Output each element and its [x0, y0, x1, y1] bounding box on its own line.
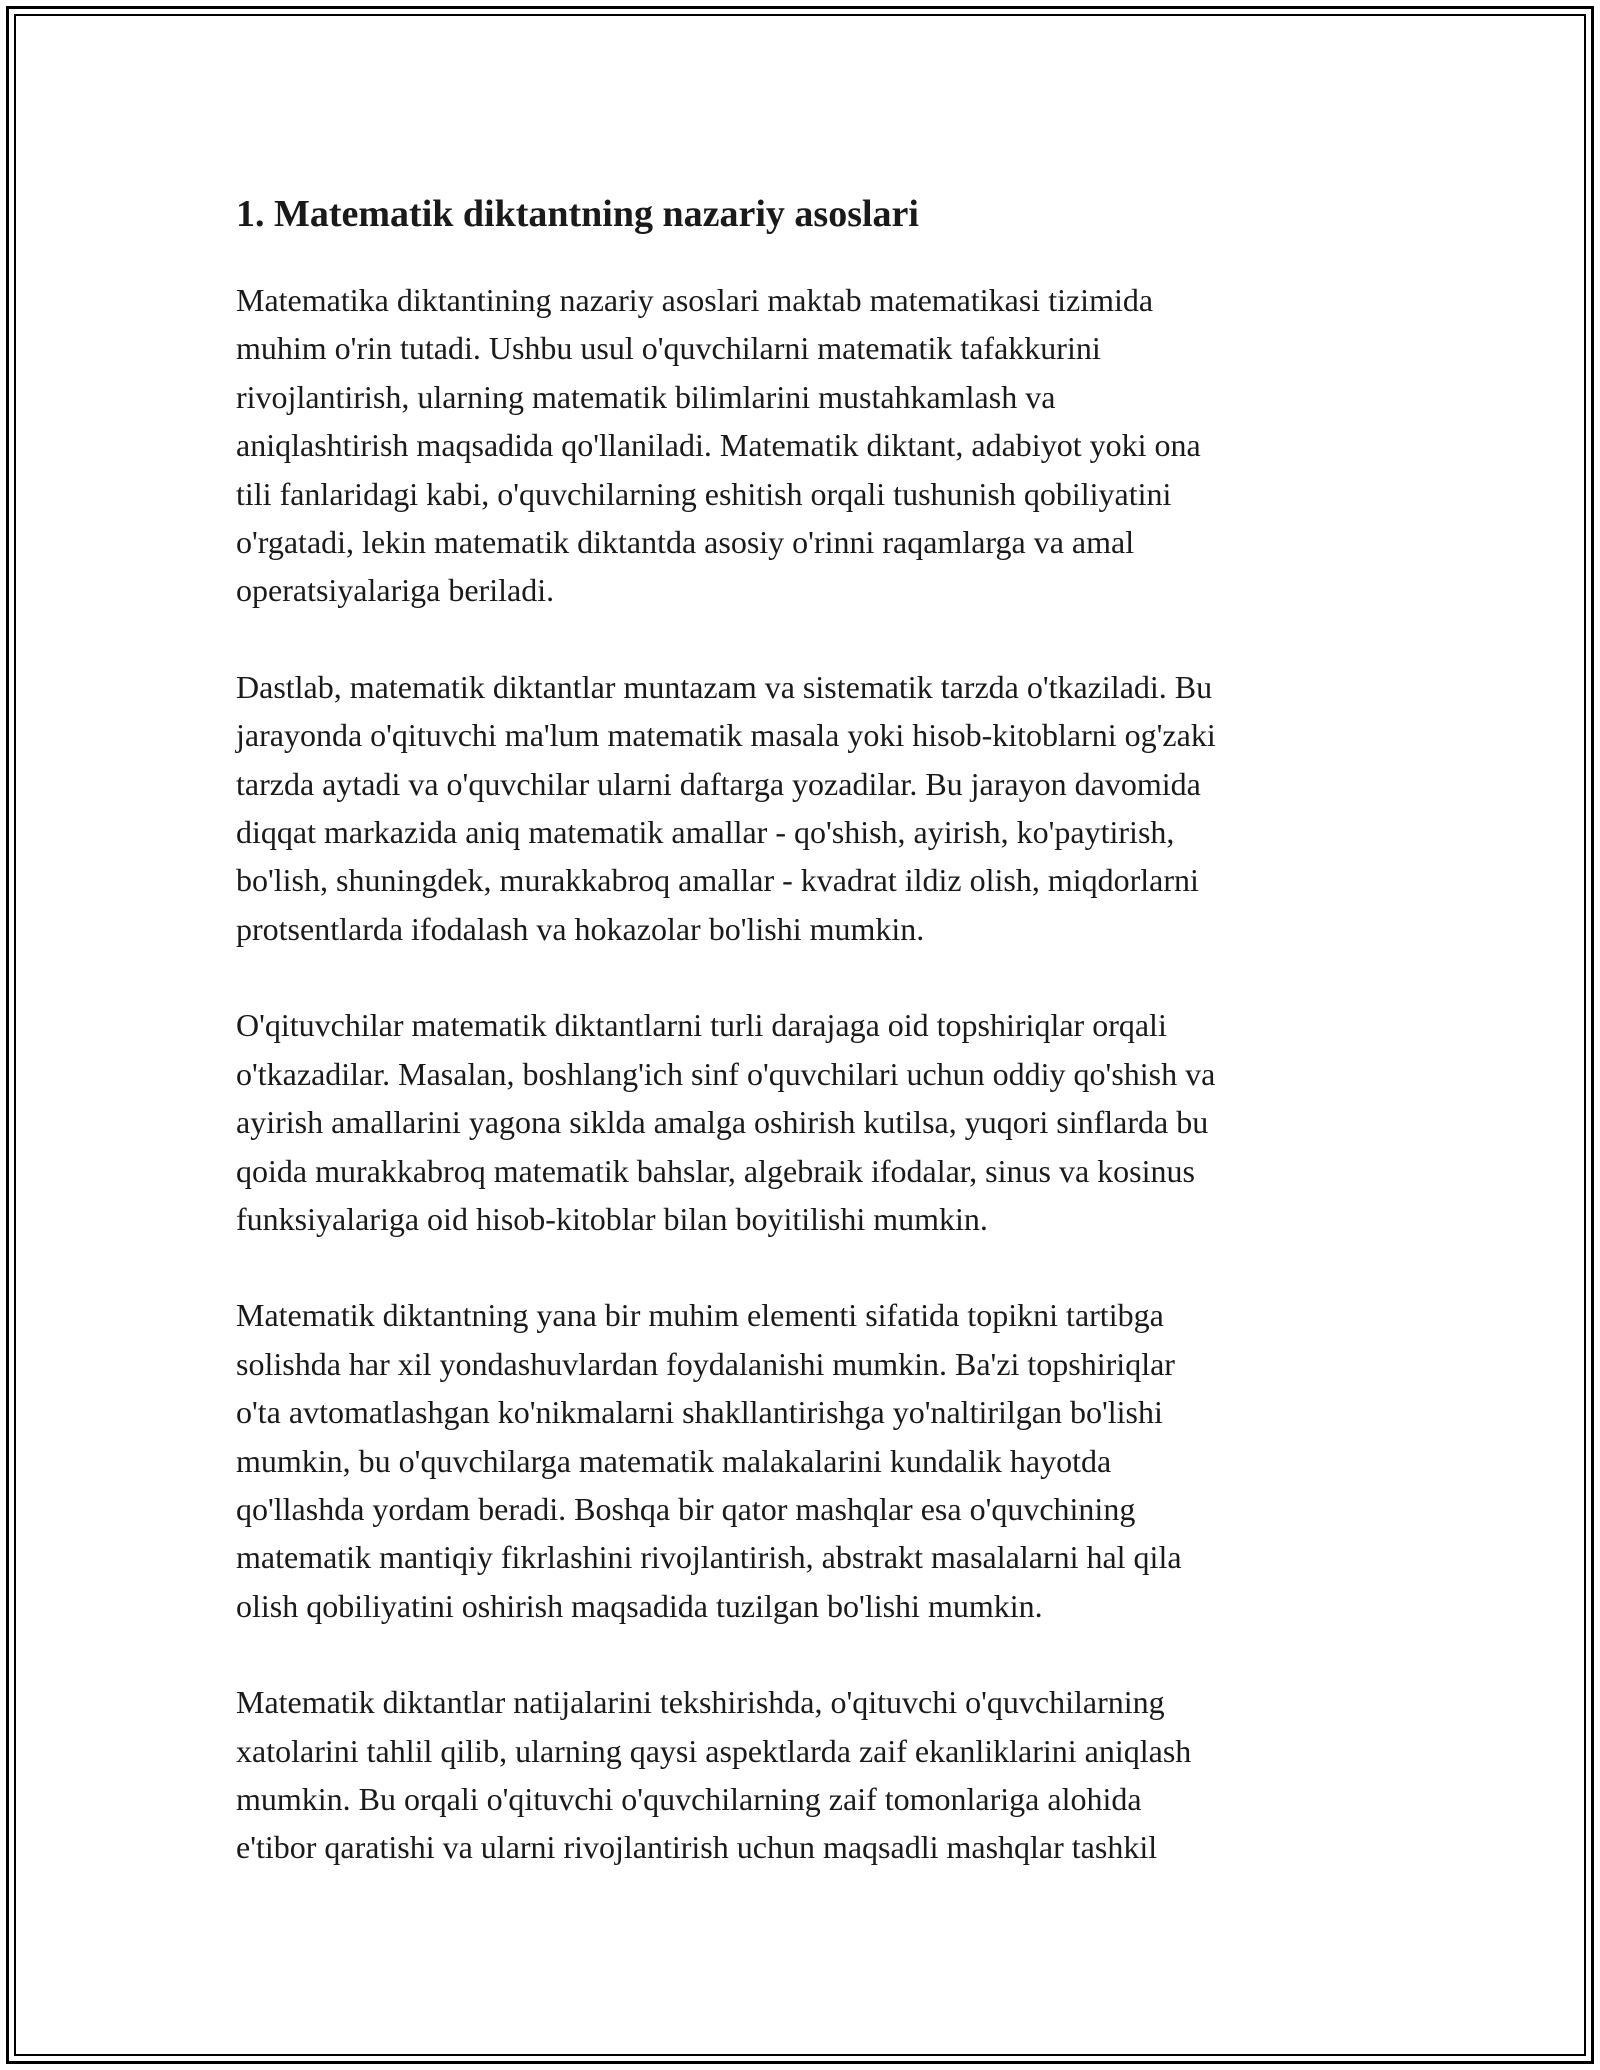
- text-line: o'rgatadi, lekin matematik diktantda asosiy o'rinni raqamlarga va amal: [236, 524, 1135, 561]
- text-line: qo'llashda yordam beradi. Boshqa bir qator mashqlar esa o'quvchining: [236, 1490, 1136, 1527]
- text-line: mumkin, bu o'quvchilarga matematik malakalarini kundalik hayotda: [236, 1442, 1112, 1479]
- text-line: xatolarini tahlil qilib, ularning qaysi aspektlarda zaif ekanliklarini aniqlash: [236, 1732, 1192, 1769]
- section-heading: 1. Matematik diktantning nazariy asoslari: [236, 193, 919, 235]
- text-line: rivojlantirish, ularning matematik bilimlarini mustahkamlash va: [236, 378, 1056, 415]
- text-line: Dastlab, matematik diktantlar muntazam va sistematik tarzda o'tkaziladi. Bu: [236, 668, 1213, 705]
- text-line: matematik mantiqiy fikrlashini rivojlantirish, abstrakt masalalarni hal qila: [236, 1539, 1182, 1576]
- text-line: Matematik diktantlar natijalarini tekshirishda, o'qituvchi o'quvchilarning: [236, 1684, 1165, 1721]
- paragraph-5: [236, 1678, 1376, 1872]
- text-line: qoida murakkabroq matematik bahslar, algebraik ifodalar, sinus va kosinus: [236, 1152, 1195, 1189]
- text-line: jarayonda o'qituvchi ma'lum matematik masala yoki hisob-kitoblarni og'zaki: [236, 717, 1216, 754]
- text-line: mumkin. Bu orqali o'qituvchi o'quvchilarning zaif tomonlariga alohida: [236, 1780, 1142, 1817]
- text-line: tili fanlaridagi kabi, o'quvchilarning eshitish orqali tushunish qobiliyatini: [236, 475, 1172, 512]
- text-line: Matematika diktantining nazariy asoslari maktab matematikasi tizimida: [236, 282, 1154, 318]
- text-line: muhim o'rin tutadi. Ushbu usul o'quvchilarni matematik tafakkurini: [236, 330, 1101, 367]
- text-line: diqqat markazida aniq matematik amallar - qo'shish, ayirish, ko'paytirish,: [236, 814, 1175, 851]
- text-line: tarzda aytadi va o'quvchilar ularni daftarga yozadilar. Bu jarayon davomida: [236, 765, 1201, 802]
- text-line: solishda har xil yondashuvlardan foydalanishi mumkin. Ba'zi topshiriqlar: [236, 1345, 1175, 1382]
- paragraph-1: [236, 276, 1376, 615]
- document-body: [236, 186, 1376, 1920]
- text-line: olish qobiliyatini oshirish maqsadida tuzilgan bo'lishi mumkin.: [236, 1587, 1043, 1624]
- text-line: o'ta avtomatlashgan ko'nikmalarni shakllantirishga yo'naltirilgan bo'lishi: [236, 1394, 1163, 1431]
- text-line: protsentlarda ifodalash va hokazolar bo'lishi mumkin.: [236, 910, 925, 947]
- text-line: operatsiyalariga beriladi.: [236, 572, 555, 609]
- text-line: e'tibor qaratishi va ularni rivojlantirish uchun maqsadli mashqlar tashkil: [236, 1829, 1158, 1866]
- text-line: O'qituvchilar matematik diktantlarni turli darajaga oid topshiriqlar orqali: [236, 1007, 1167, 1044]
- paragraph-3: [236, 1001, 1376, 1243]
- paragraph-4: [236, 1291, 1376, 1630]
- text-line: funksiyalariga oid hisob-kitoblar bilan boyitilishi mumkin.: [236, 1200, 988, 1237]
- paragraph-2: [236, 663, 1376, 953]
- text-line: ayirish amallarini yagona siklda amalga oshirish kutilsa, yuqori sinflarda bu: [236, 1104, 1209, 1141]
- text-line: bo'lish, shuningdek, murakkabroq amallar - kvadrat ildiz olish, miqdorlarni: [236, 862, 1199, 899]
- text-line: o'tkazadilar. Masalan, boshlang'ich sinf o'quvchilari uchun oddiy qo'shish va: [236, 1055, 1216, 1092]
- text-line: Matematik diktantning yana bir muhim elementi sifatida topikni tartibga: [236, 1297, 1164, 1334]
- text-line: aniqlashtirish maqsadida qo'llaniladi. Matematik diktant, adabiyot yoki ona: [236, 427, 1201, 464]
